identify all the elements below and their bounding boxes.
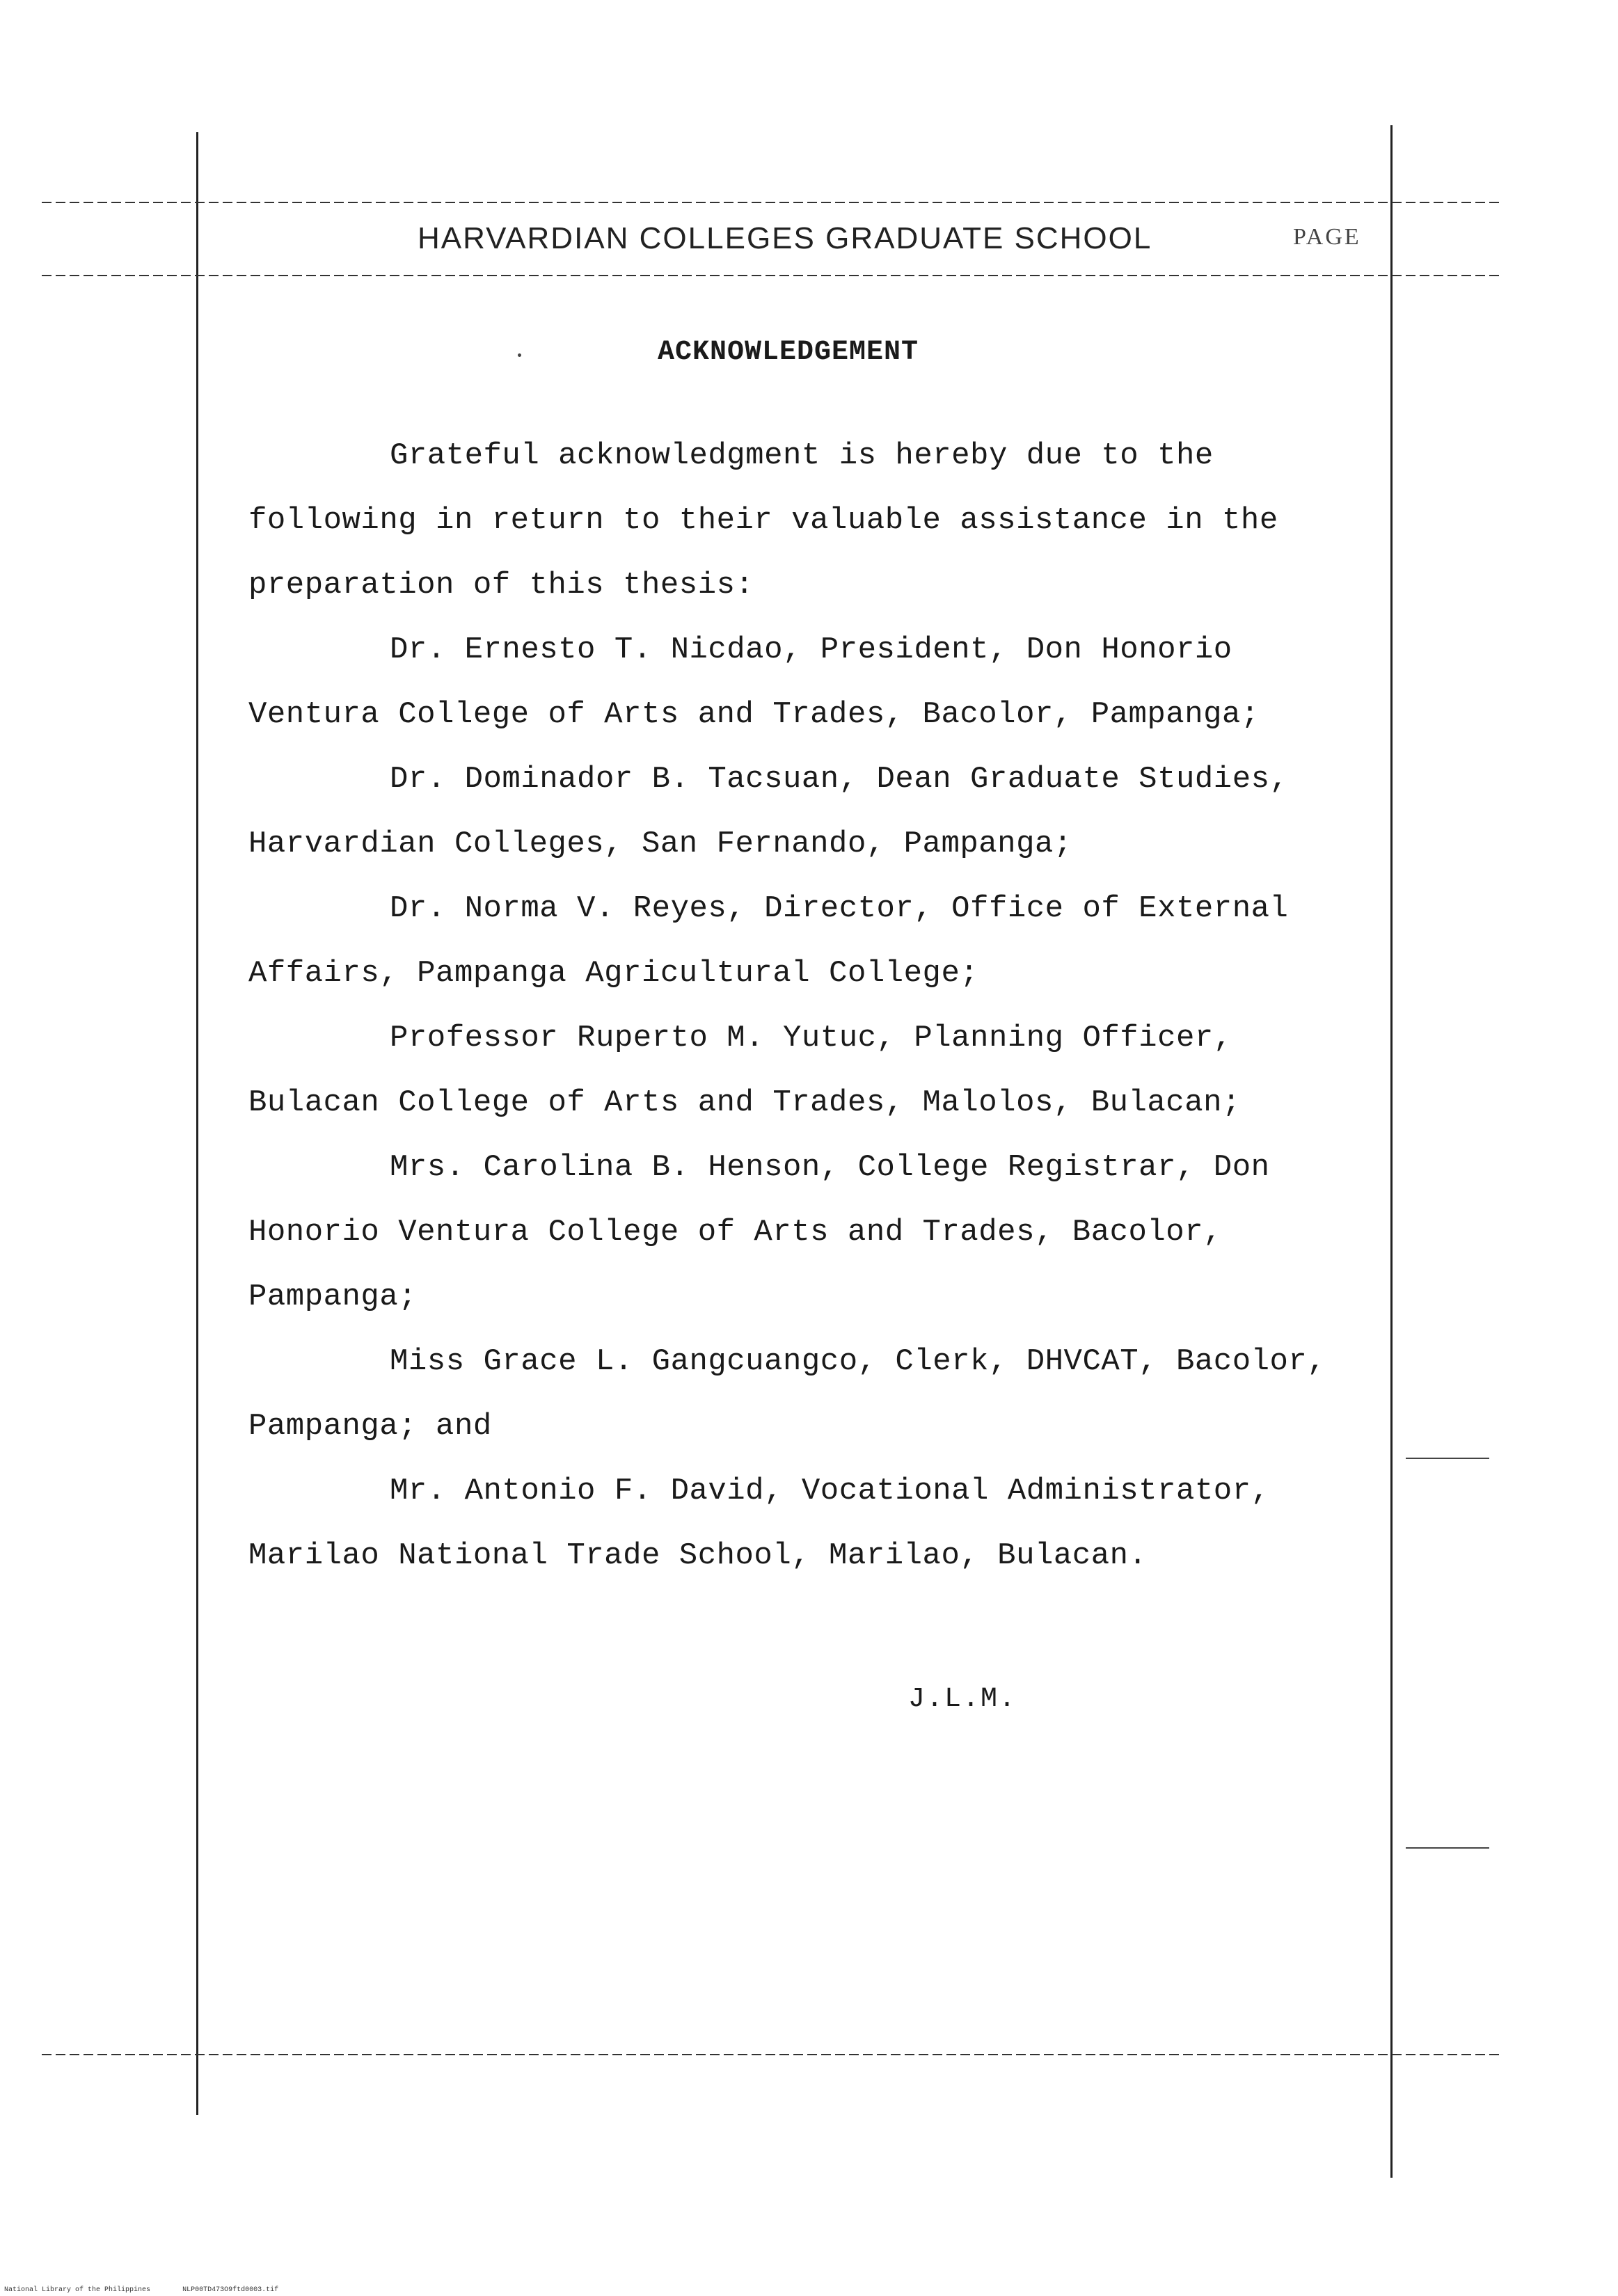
left-margin-rule — [196, 132, 198, 2115]
body-line: Affairs, Pampanga Agricultural College; — [248, 956, 979, 991]
document-heading: ACKNOWLEDGEMENT — [658, 337, 919, 368]
body-line: Honorio Ventura College of Arts and Trades, Bacolor, — [248, 1215, 1223, 1250]
ink-speck — [518, 353, 521, 357]
body-line: Grateful acknowledgment is hereby due to the — [390, 438, 1214, 473]
footer-library: National Library of the Philippines — [4, 2286, 151, 2294]
right-margin-tick — [1406, 1458, 1489, 1459]
body-line: Bulacan College of Arts and Trades, Malolos, Bulacan; — [248, 1085, 1241, 1120]
body-line: Professor Ruperto M. Yutuc, Planning Officer, — [390, 1021, 1232, 1055]
footer-filename: NLP00TD473O9ftd0003.tif — [182, 2286, 279, 2294]
body-line: Marilao National Trade School, Marilao, Bulacan. — [248, 1538, 1148, 1573]
header-top-rule — [42, 202, 1503, 203]
body-line: Dr. Dominador B. Tacsuan, Dean Graduate Studies, — [390, 762, 1289, 797]
body-line: following in return to their valuable assistance in the — [248, 503, 1278, 538]
header-title: HARVARDIAN COLLEGES GRADUATE SCHOOL — [418, 221, 1152, 255]
body-line: Dr. Norma V. Reyes, Director, Office of External — [390, 891, 1289, 926]
body-line: Harvardian Colleges, San Fernando, Pampanga; — [248, 827, 1072, 861]
footer-rule — [42, 2054, 1503, 2055]
body-line: preparation of this thesis: — [248, 568, 754, 603]
right-margin-rule — [1390, 125, 1393, 2178]
body-line: Dr. Ernesto T. Nicdao, President, Don Honorio — [390, 632, 1232, 667]
body-line: Pampanga; — [248, 1279, 418, 1314]
body-line: Mrs. Carolina B. Henson, College Registrar, Don — [390, 1150, 1270, 1185]
body-line: Miss Grace L. Gangcuangco, Clerk, DHVCAT, Bacolor, — [390, 1344, 1326, 1379]
right-margin-tick — [1406, 1847, 1489, 1849]
body-line: Ventura College of Arts and Trades, Bacolor, Pampanga; — [248, 697, 1260, 732]
header-page-label: PAGE — [1293, 224, 1361, 250]
header-bottom-rule — [42, 275, 1503, 276]
scan-footer — [4, 2286, 306, 2294]
body-line: Pampanga; and — [248, 1409, 492, 1444]
signature-initials: J.L.M. — [908, 1684, 1017, 1715]
body-line: Mr. Antonio F. David, Vocational Administrator, — [390, 1474, 1270, 1508]
